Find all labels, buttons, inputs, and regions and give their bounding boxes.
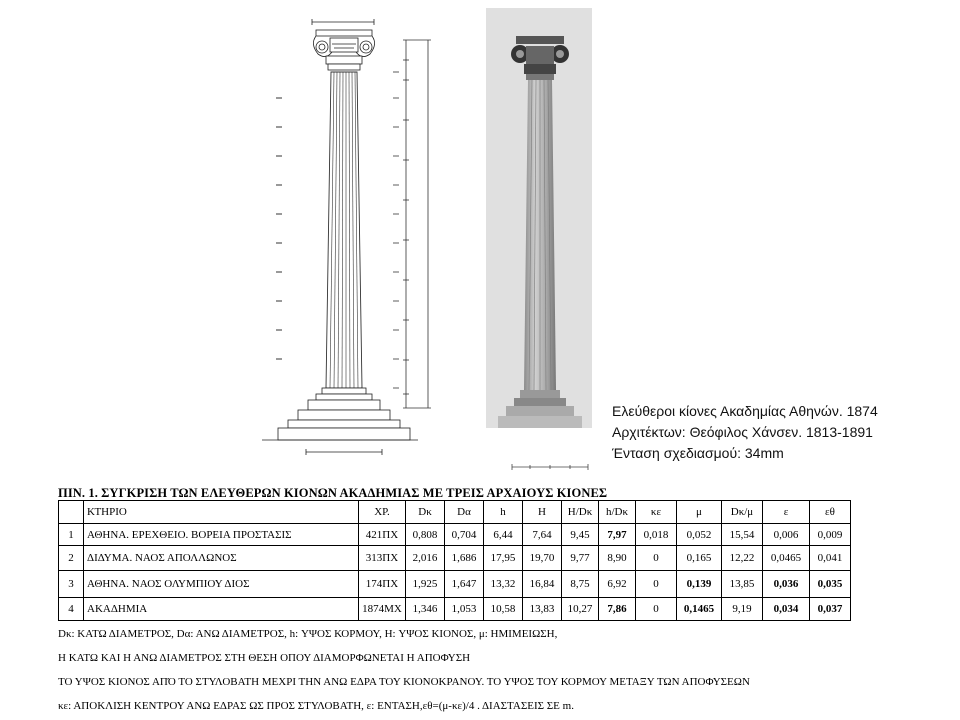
cell: 19,70	[523, 546, 562, 571]
top-dimension-line	[312, 19, 374, 25]
header-deviation: κε	[636, 501, 677, 524]
header-lower-diameter: Dκ	[406, 501, 445, 524]
cell: 0,041	[810, 546, 851, 571]
column-elevation-drawing	[0, 0, 480, 480]
left-height-ticks	[276, 98, 282, 359]
header-h-ratio: H/Dκ	[562, 501, 599, 524]
cell: 0,036	[763, 571, 810, 598]
cell: 0,1465	[677, 598, 722, 621]
cell-building: ΑΚΑΔΗΜΙΑ	[84, 598, 359, 621]
header-entasis-theta: εθ	[810, 501, 851, 524]
cell: 9,19	[722, 598, 763, 621]
header-upper-diameter: Dα	[445, 501, 484, 524]
cell: 0,018	[636, 524, 677, 546]
cell: 3	[59, 571, 84, 598]
column-base	[262, 388, 418, 440]
cell: 10,27	[562, 598, 599, 621]
cell: 1,925	[406, 571, 445, 598]
cell: 9,45	[562, 524, 599, 546]
cell: 0,165	[677, 546, 722, 571]
cell: 7,97	[599, 524, 636, 546]
cell: 0,037	[810, 598, 851, 621]
table-row	[59, 546, 851, 571]
cell: 1	[59, 524, 84, 546]
cell: 0,009	[810, 524, 851, 546]
table-header-row	[59, 501, 851, 524]
cell: 0,808	[406, 524, 445, 546]
cell: 7,86	[599, 598, 636, 621]
cell: 0,052	[677, 524, 722, 546]
legend-line: Dκ: ΚΑΤΩ ΔΙΑΜΕΤΡΟΣ, Dα: ΑΝΩ ΔΙΑΜΕΤΡΟΣ, h: ΥΨΟΣ ΚΟΡΜΟΥ, H: ΥΨΟΣ ΚΙΟΝΟΣ, μ: ΗΜΙΜΕΙΩΣΗ,	[58, 628, 558, 640]
header-entasis: ε	[763, 501, 810, 524]
cell: 13,32	[484, 571, 523, 598]
cell: 2,016	[406, 546, 445, 571]
legend-line: Η ΚΑΤΩ ΚΑΙ Η ΑΝΩ ΔΙΑΜΕΤΡΟΣ ΣΤΗ ΘΕΣΗ ΟΠΟΥ ΔΙΑΜΟΡΦΩΝΕΤΑΙ Η ΑΠΟΦΥΣΗ	[58, 652, 471, 664]
cell: 2	[59, 546, 84, 571]
cell-building: ΔΙΔΥΜΑ. ΝΑΟΣ ΑΠΟΛΛΩΝΟΣ	[84, 546, 359, 571]
table-row	[59, 524, 851, 546]
cell: 313ΠΧ	[359, 546, 406, 571]
cell: 0	[636, 546, 677, 571]
comparison-table	[58, 500, 851, 621]
cell: 1,686	[445, 546, 484, 571]
cell-building: ΑΘΗΝΑ. ΕΡΕΧΘΕΙΟ. ΒΟΡΕΙΑ ΠΡΟΣΤΑΣΙΣ	[84, 524, 359, 546]
cell: 0,139	[677, 571, 722, 598]
column-shaft	[326, 72, 362, 388]
cell: 13,85	[722, 571, 763, 598]
right-dimension-chain	[393, 40, 431, 408]
cell: 8,75	[562, 571, 599, 598]
ionic-capital	[313, 30, 374, 70]
cell-building: ΑΘΗΝΑ. ΝΑΟΣ ΟΛΥΜΠΙΟΥ ΔΙΟΣ	[84, 571, 359, 598]
cell: 0,704	[445, 524, 484, 546]
cell: 1874ΜΧ	[359, 598, 406, 621]
caption-architect: Αρχιτέκτων: Θεόφιλος Χάνσεν. 1813-1891	[612, 424, 873, 440]
cell: 174ΠΧ	[359, 571, 406, 598]
cell: 16,84	[523, 571, 562, 598]
cell: 7,64	[523, 524, 562, 546]
cell: 9,77	[562, 546, 599, 571]
bottom-dimension-line	[306, 449, 382, 455]
caption-entasis: Ένταση σχεδιασμού: 34mm	[612, 445, 784, 461]
header-building: ΚΤΗΡΙΟ	[84, 501, 359, 524]
cell: 0,0465	[763, 546, 810, 571]
cell: 1,647	[445, 571, 484, 598]
header-mu: μ	[677, 501, 722, 524]
cell: 1,346	[406, 598, 445, 621]
cell: 10,58	[484, 598, 523, 621]
caption-title: Ελεύθεροι κίονες Ακαδημίας Αθηνών. 1874	[612, 403, 878, 419]
table-row	[59, 571, 851, 598]
cell: 4	[59, 598, 84, 621]
header-shaft-ratio: h/Dκ	[599, 501, 636, 524]
column-photograph	[486, 8, 592, 428]
cell: 0	[636, 598, 677, 621]
cell: 17,95	[484, 546, 523, 571]
cell: 0	[636, 571, 677, 598]
cell: 0,034	[763, 598, 810, 621]
cell: 8,90	[599, 546, 636, 571]
cell: 12,22	[722, 546, 763, 571]
cell: 421ΠΧ	[359, 524, 406, 546]
header-d-mu: Dκ/μ	[722, 501, 763, 524]
cell: 13,83	[523, 598, 562, 621]
header-column-height: H	[523, 501, 562, 524]
cell: 6,92	[599, 571, 636, 598]
header-shaft-height: h	[484, 501, 523, 524]
legend-line: κε: ΑΠΟΚΛΙΣΗ ΚΕΝΤΡΟΥ ΑΝΩ ΕΔΡΑΣ ΩΣ ΠΡΟΣ ΣΤΥΛΟΒΑΤΗ, ε: ΕΝΤΑΣΗ,εθ=(μ-κε)/4 . ΔΙΑΣΤΑΣΕΙΣ ΣΕ m.	[58, 700, 574, 712]
cell: 15,54	[722, 524, 763, 546]
cell: 1,053	[445, 598, 484, 621]
column-photo-image	[486, 8, 592, 428]
cell: 0,035	[810, 571, 851, 598]
cell: 0,006	[763, 524, 810, 546]
header-date: ΧΡ.	[359, 501, 406, 524]
table-row	[59, 598, 851, 621]
cell: 6,44	[484, 524, 523, 546]
header-index	[59, 501, 84, 524]
legend-line: ΤΟ ΥΨΟΣ ΚΙΟΝΟΣ ΑΠΌ ΤΟ ΣΤΥΛΟΒΑΤΗ ΜΕΧΡΙ ΤΗΝ ΑΝΩ ΕΔΡΑ ΤΟΥ ΚΙΟΝΟΚΡΑΝΟΥ. ΤΟ ΥΨΟΣ ΤΟΥ ΚΟΡΜΟΥ ΜΕΤΑΞΥ ΤΩΝ ΑΠΟΦΥΣΕΩΝ	[58, 676, 750, 688]
scale-bar	[510, 462, 590, 472]
table-title: ΠΙΝ. 1. ΣΥΓΚΡΙΣΗ ΤΩΝ ΕΛΕΥΘΕΡΩΝ ΚΙΟΝΩΝ ΑΚΑΔΗΜΙΑΣ ΜΕ ΤΡΕΙΣ ΑΡΧΑΙΟΥΣ ΚΙΟΝΕΣ	[58, 486, 608, 500]
